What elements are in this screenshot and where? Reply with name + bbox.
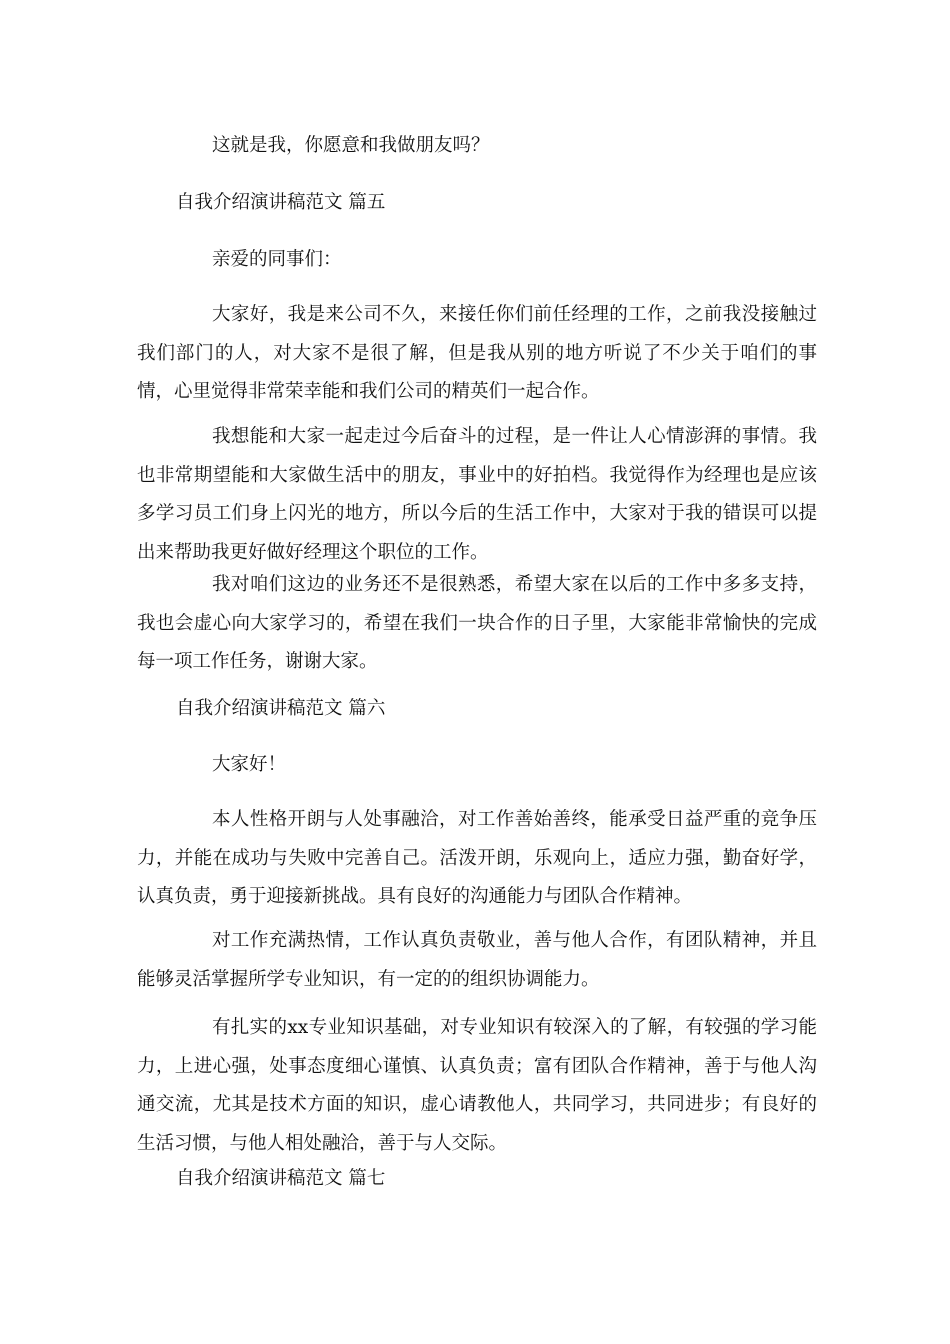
paragraph-6-2: 对工作充满热情，工作认真负责敬业，善与他人合作，有团队精神，并且能够灵活掌握所学专业知识，有一定的的组织协调能力。 bbox=[137, 930, 817, 990]
paragraph-5-1: 大家好，我是来公司不久，来接任你们前任经理的工作，之前我没接触过我们部门的人，对大家不是很了解，但是我从别的地方听说了不少关于咱们的事情，心里觉得非常荣幸能和我们公司的精英们一起合作。 bbox=[137, 304, 817, 402]
paragraph-6-3: 有扎实的xx专业知识基础，对专业知识有较深入的了解，有较强的学习能力，上进心强，处事态度细心谨慎、认真负责；富有团队合作精神，善于与他人沟通交流，尤其是技术方面的知识，虚心请教他人，共同学习，共同进步；有良好的生活习惯，与他人相处融洽，善于与人交际。 bbox=[137, 1017, 817, 1154]
paragraph-5-2: 我想能和大家一起走过今后奋斗的过程，是一件让人心情澎湃的事情。我也非常期望能和大家做生活中的朋友，事业中的好拍档。我觉得作为经理也是应该多学习员工们身上闪光的地方，所以今后的生活工作中，大家对于我的错误可以提出来帮助我更好做好经理这个职位的工作。 bbox=[137, 426, 817, 563]
section-title-7: 自我介绍演讲稿范文 篇七 bbox=[176, 1168, 386, 1189]
section-title-5: 自我介绍演讲稿范文 篇五 bbox=[176, 192, 386, 213]
section-title-6: 自我介绍演讲稿范文 篇六 bbox=[176, 698, 386, 719]
greeting-6: 大家好！ bbox=[212, 754, 287, 775]
paragraph-5-3: 我对咱们这边的业务还不是很熟悉，希望大家在以后的工作中多多支持，我也会虚心向大家学习的，希望在我们一块合作的日子里，大家能非常愉快的完成每一项工作任务，谢谢大家。 bbox=[137, 574, 817, 672]
closing-line: 这就是我，你愿意和我做朋友吗？ bbox=[212, 135, 490, 156]
paragraph-6-1: 本人性格开朗与人处事融洽，对工作善始善终，能承受日益严重的竞争压力，并能在成功与失败中完善自己。活泼开朗，乐观向上，适应力强，勤奋好学，认真负责，勇于迎接新挑战。具有良好的沟通能力与团队合作精神。 bbox=[137, 809, 817, 907]
greeting-5: 亲爱的同事们： bbox=[212, 249, 342, 270]
